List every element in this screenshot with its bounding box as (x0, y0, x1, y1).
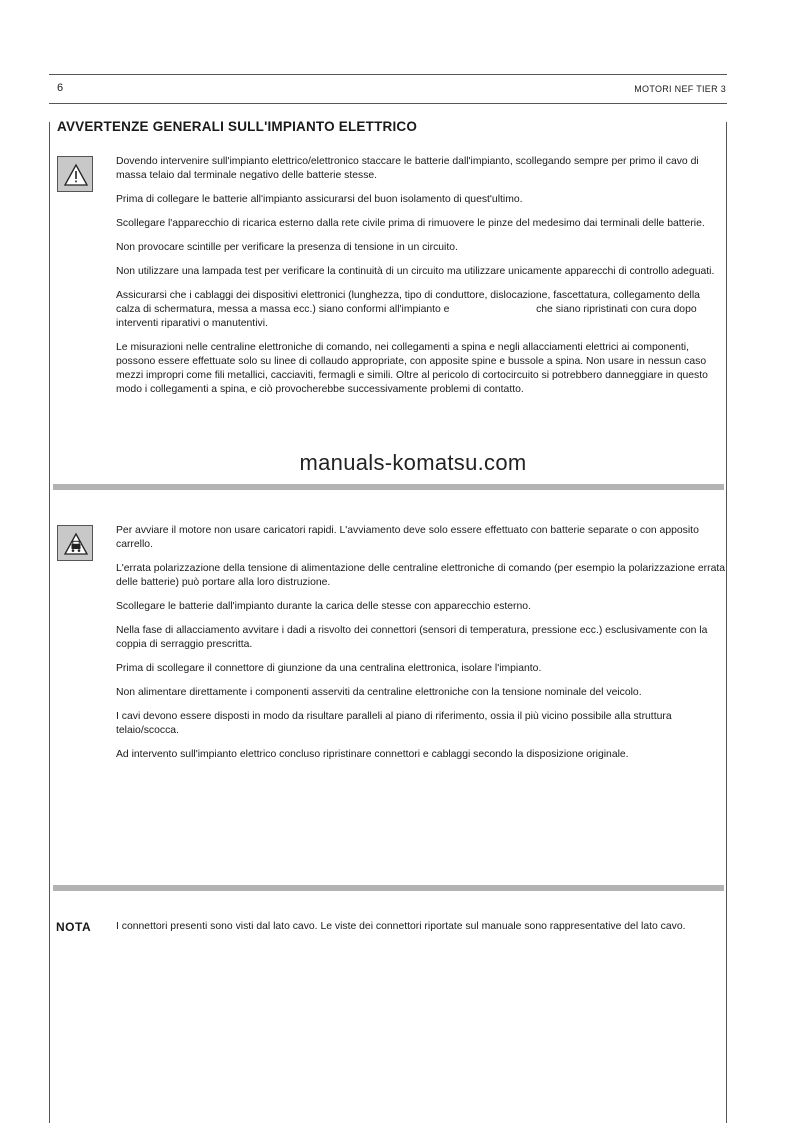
header-bottom-rule (49, 103, 727, 104)
warning-paragraph: Assicurarsi che i cablaggi dei dispositivi elettronici (lunghezza, tipo di conduttore, dislocazione, fascettatura, collegamento della calza di schermatura, messa a massa ecc.) siano conformi all'impianto e che siano ripristinati con cura dopo interventi riparativi o manutentivi. (116, 290, 703, 329)
warning-paragraph: Non utilizzare una lampada test per verificare la continuità di un circuito ma utilizzare unicamente apparecchi di controllo adeguati. (116, 266, 715, 277)
caution-paragraph: Scollegare le batterie dall'impianto durante la carica delle stesse con apparecchio esterno. (116, 601, 531, 612)
section-title: AVVERTENZE GENERALI SULL'IMPIANTO ELETTRICO (57, 119, 418, 134)
section-separator (53, 885, 724, 891)
caution-paragraph: Non alimentare direttamente i componenti asserviti da centraline elettroniche con la tensione nominale del veicolo. (116, 687, 642, 698)
caution-paragraph: Nella fase di allacciamento avvitare i dadi a risvolto dei connettori (sensori di temperatura, pressione ecc.) esclusivamente con la coppia di serraggio prescritta. (116, 625, 708, 650)
warning-text-block (116, 155, 727, 407)
warning-paragraph: Dovendo intervenire sull'impianto elettrico/elettronico staccare le batterie dall'impianto, scollegando sempre per primo il cavo di massa telaio dal terminale negativo delle batterie stesse. (116, 156, 699, 181)
caution-text-block (116, 524, 727, 772)
page-number: 6 (57, 82, 64, 94)
nota-text: I connettori presenti sono visti dal lato cavo. Le viste dei connettori riportate sul manuale sono rappresentative del lato cavo. (116, 921, 686, 932)
header-top-rule (49, 74, 727, 75)
caution-paragraph: Per avviare il motore non usare caricatori rapidi. L'avviamento deve solo essere effettuato con batterie separate o con apposito carrello. (116, 525, 699, 550)
caution-paragraph: I cavi devono essere disposti in modo da risultare paralleli al piano di riferimento, ossia il più vicino possibile alla struttura telaio/scocca. (116, 711, 672, 736)
running-title: MOTORI NEF TIER 3 (634, 84, 726, 94)
warning-triangle-icon (57, 156, 93, 192)
left-frame-line (49, 122, 50, 1123)
watermark-text: manuals-komatsu.com (299, 450, 527, 475)
nota-label: NOTA (56, 920, 92, 934)
warning-paragraph: Scollegare l'apparecchio di ricarica esterno dalla rete civile prima di rimuovere le pinze del medesimo dai terminali delle batterie. (116, 218, 705, 229)
caution-paragraph: Prima di scollegare il connettore di giunzione da una centralina elettronica, isolare l'impianto. (116, 663, 542, 674)
warning-paragraph: Prima di collegare le batterie all'impianto assicurarsi del buon isolamento di quest'ultimo. (116, 194, 523, 205)
section-separator (53, 484, 724, 490)
caution-paragraph: Ad intervento sull'impianto elettrico concluso ripristinare connettori e cablaggi secondo la disposizione originale. (116, 749, 629, 760)
vehicle-damage-icon (57, 525, 93, 561)
caution-paragraph: L'errata polarizzazione della tensione di alimentazione delle centraline elettroniche di comando (per esempio la polarizzazione errata delle batterie) può portare alla loro distruzione. (116, 563, 726, 588)
warning-paragraph: Non provocare scintille per verificare la presenza di tensione in un circuito. (116, 242, 458, 253)
warning-paragraph: Le misurazioni nelle centraline elettroniche di comando, nei collegamenti a spina e negli allacciamenti elettrici ai componenti, possono essere effettuate solo su linee di collaudo appropriate, con apposite spine e bussole a spina. Non usare in nessun caso mezzi impropri come fili metallici, cacciaviti, fermagli e simili. Oltre al pericolo di cortocircuito si potrebbero danneggiare in questo modo i collegamenti a spina, e ciò provocherebbe successivamente problemi di contatto. (116, 342, 708, 395)
